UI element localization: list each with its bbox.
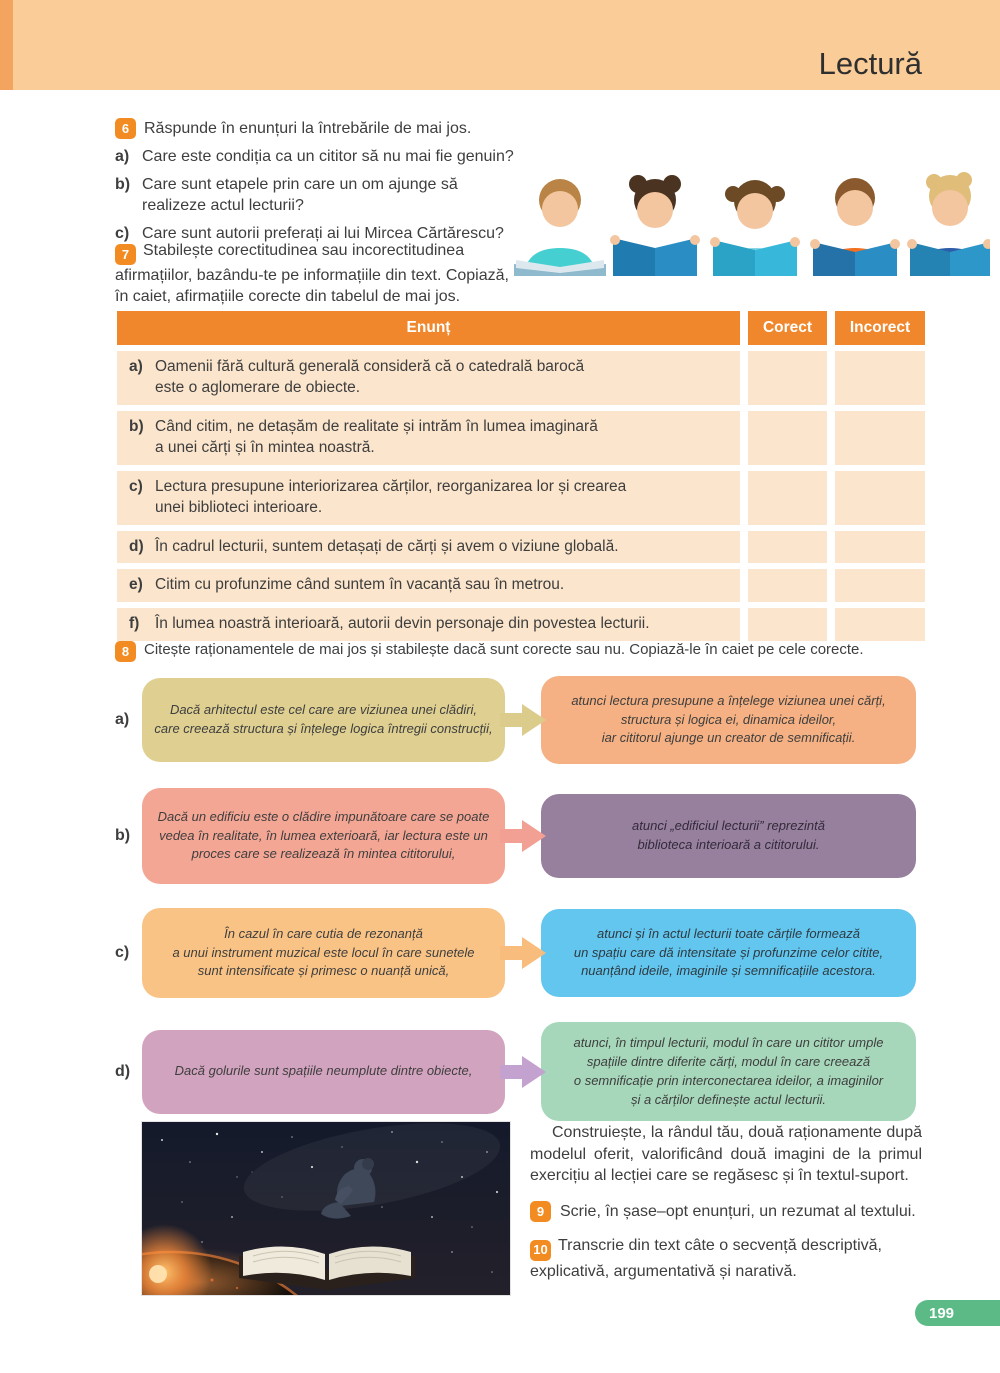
reasoning-pair-b bbox=[115, 788, 930, 884]
row-label: d) bbox=[129, 537, 144, 555]
incorect-cell bbox=[835, 569, 925, 602]
reasoning-pair-a bbox=[115, 676, 930, 764]
table-row-b-statement: b) Când citim, ne detașăm de realitate și intrăm în lumea imaginară a unei cărți și în mintea noastră. bbox=[117, 411, 740, 465]
statements-table bbox=[117, 311, 925, 641]
incorect-cell bbox=[835, 471, 925, 525]
row-label: a) bbox=[129, 358, 143, 375]
right-arrow-icon bbox=[500, 1052, 546, 1092]
page-number-badge bbox=[915, 1300, 1000, 1326]
row-label: e) bbox=[129, 576, 143, 594]
question-text: Care sunt autorii preferați ai lui Mircea Cărtărescu? bbox=[142, 225, 504, 243]
table-header-corect: Corect bbox=[748, 311, 827, 345]
exercise-10 bbox=[530, 1235, 922, 1282]
question-text: Care este condiția ca un cititor să nu mai fie genuin? bbox=[142, 148, 514, 166]
children-reading-photo bbox=[505, 146, 990, 276]
premise-box-a: Dacă arhitectul este cel care are viziunea unei clădiri, care creează structura și înțelege logica întregii construcții, bbox=[142, 678, 505, 762]
question-label: b) bbox=[115, 176, 131, 194]
corect-cell bbox=[748, 471, 827, 525]
reasoning-pairs bbox=[115, 676, 930, 1145]
premise-box-b: Dacă un edificiu este o clădire impunătoare care se poate vedea în realitate, în lumea exterioară, iar lectura este un proces care se realizează în mintea cititorului, bbox=[142, 788, 505, 884]
reasoning-pair-c bbox=[115, 908, 930, 998]
corect-cell bbox=[748, 531, 827, 564]
right-arrow-icon bbox=[500, 700, 546, 740]
exercise-7-number-badge: 7 bbox=[115, 244, 136, 265]
corect-cell bbox=[748, 608, 827, 641]
corect-cell bbox=[748, 351, 827, 405]
incorect-cell bbox=[835, 531, 925, 564]
row-label: b) bbox=[129, 417, 144, 435]
question-text: Care sunt etapele prin care un om ajunge să realizeze actul lecturii? bbox=[142, 176, 458, 215]
space-reading-photo bbox=[142, 1122, 510, 1295]
conclusion-box-a: atunci lectura presupune a înțelege viziunea unei cărți, structura și logica ei, dinamica ideilor, iar cititorul ajunge un creator de semnificații. bbox=[541, 676, 916, 764]
page-title: Lectură bbox=[818, 46, 922, 81]
reasoning-pair-d bbox=[115, 1022, 930, 1121]
question-item-a bbox=[115, 146, 517, 167]
incorect-cell bbox=[835, 411, 925, 465]
table-row-a-statement: a) Oamenii fără cultură generală consideră că o catedrală barocă este o aglomerare de obiecte. bbox=[117, 351, 740, 405]
pair-label: a) bbox=[115, 711, 130, 728]
exercise-7 bbox=[115, 240, 519, 308]
bottom-column bbox=[530, 1122, 922, 1282]
pair-label: b) bbox=[115, 827, 131, 844]
exercise-10-number-badge: 10 bbox=[530, 1240, 551, 1261]
table-header-incorect: Incorect bbox=[835, 311, 925, 345]
header-accent-strip bbox=[0, 0, 13, 90]
incorect-cell bbox=[835, 608, 925, 641]
exercise-10-prompt: Transcrie din text câte o secvență descriptivă, explicativă, argumentativă și narativă. bbox=[530, 1237, 882, 1280]
table-row-d-statement: d) În cadrul lecturii, suntem detașați de cărți și avem o viziune globală. bbox=[117, 531, 740, 564]
exercise-8-prompt: Citește raționamentele de mai jos și stabilește dacă sunt corecte sau nu. Copiază-le în caiet pe cele corecte. bbox=[144, 641, 864, 658]
premise-box-c: În cazul în care cutia de rezonanță a unui instrument muzical este locul în care sunetele sunt intensificate și primesc o nuanță unică, bbox=[142, 908, 505, 998]
corect-cell bbox=[748, 411, 827, 465]
right-arrow-icon bbox=[500, 816, 546, 856]
corect-cell bbox=[748, 569, 827, 602]
question-label: c) bbox=[115, 225, 130, 243]
exercise-6-number-badge: 6 bbox=[115, 118, 136, 139]
exercise-9 bbox=[530, 1201, 922, 1223]
conclusion-box-b: atunci „edificiul lecturii” reprezintă biblioteca interioară a cititorului. bbox=[541, 794, 916, 878]
table-row-e-statement: e) Citim cu profunzime când suntem în vacanță sau în metrou. bbox=[117, 569, 740, 602]
exercise-9-prompt: Scrie, în șase–opt enunțuri, un rezumat al textului. bbox=[560, 1202, 916, 1220]
table-header-enunt: Enunț bbox=[117, 311, 740, 345]
premise-box-d: Dacă golurile sunt spațiile neumplute dintre obiecte, bbox=[142, 1030, 505, 1114]
header-band bbox=[0, 0, 1000, 90]
row-label: c) bbox=[129, 477, 143, 495]
exercise-6-prompt: Răspunde în enunțuri la întrebările de mai jos. bbox=[144, 120, 472, 137]
pair-label: c) bbox=[115, 944, 130, 961]
question-label: a) bbox=[115, 148, 130, 166]
exercise-8-number-badge: 8 bbox=[115, 641, 136, 662]
table-row-f-statement: f) În lumea noastră interioară, autorii devin personaje din povestea lecturii. bbox=[117, 608, 740, 641]
right-arrow-icon bbox=[500, 933, 546, 973]
table-row-c-statement: c) Lectura presupune interiorizarea cărților, reorganizarea lor și crearea unei biblioteci interioare. bbox=[117, 471, 740, 525]
row-label: f) bbox=[129, 615, 140, 633]
incorect-cell bbox=[835, 351, 925, 405]
construction-paragraph: Construiește, la rândul tău, două raționamente după modelul oferit, valorificând două imagini de la primul exercițiu al lecției care se regăsesc și în textul-suport. bbox=[530, 1124, 922, 1185]
conclusion-box-d: atunci, în timpul lecturii, modul în care un cititor umple spațiile dintre diferite cărți, modul în care creează o semnificație prin interconectarea ideilor, a imaginilor și a cărților definește actul lecturii. bbox=[541, 1022, 916, 1121]
page-number: 199 bbox=[929, 1304, 955, 1322]
pair-label: d) bbox=[115, 1062, 131, 1080]
exercise-7-prompt: Stabilește corectitudinea sau incorectitudinea afirmațiilor, bazându-te pe informațiile din text. Copiază, în caiet, afirmațiile corecte din tabelul de mai jos. bbox=[115, 242, 509, 306]
exercise-6 bbox=[115, 118, 517, 245]
exercise-9-number-badge: 9 bbox=[530, 1201, 551, 1222]
exercise-8 bbox=[115, 641, 930, 662]
question-item-b bbox=[115, 174, 517, 216]
conclusion-box-c: atunci și în actul lecturii toate cărțile formează un spațiu care dă intensitate și profunzime celor citite, nuanțând ideile, imaginile și semnificațiile acestora. bbox=[541, 909, 916, 997]
